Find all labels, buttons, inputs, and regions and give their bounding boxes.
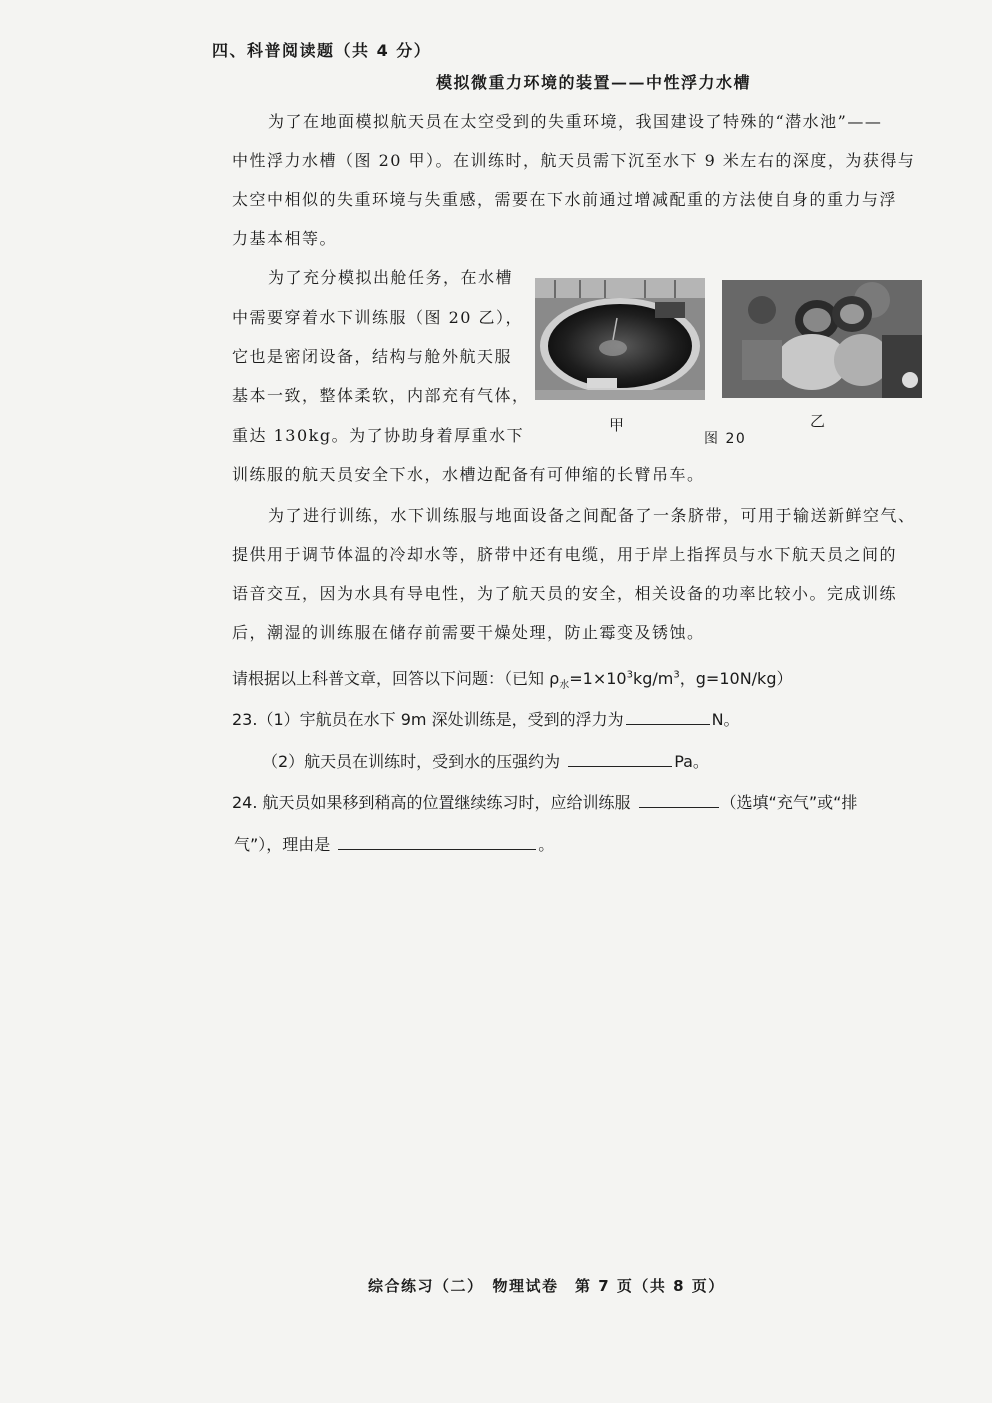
q24-text: 24. 航天员如果移到稍高的位置继续练习时，应给训练服 (232, 793, 631, 812)
q23-1-answer-blank[interactable] (626, 723, 710, 725)
q24-reason-text: 气”），理由是 (234, 835, 331, 854)
question-24-line-2 (234, 832, 554, 855)
q24-period: 。 (538, 835, 555, 854)
paragraph-2-line-3: 它也是密闭设备，结构与舱外航天服 (232, 347, 513, 366)
question-23-part-1 (232, 707, 740, 730)
q23-2-unit: Pa。 (674, 752, 709, 771)
prompt-rest: =1×10 (569, 669, 627, 688)
page-footer: 综合练习（二） 物理试卷 第 7 页（共 8 页） (368, 1277, 725, 1295)
figure-label-b: 乙 (810, 412, 827, 430)
paragraph-1-line-1: 为了在地面模拟航天员在太空受到的失重环境，我国建设了特殊的“潜水池”—— (268, 112, 883, 131)
prompt-gravity: ，g=10N/kg） (679, 669, 793, 688)
article-title: 模拟微重力环境的装置——中性浮力水槽 (436, 73, 752, 92)
photo-underwater-suit (722, 280, 922, 398)
question-prompt (232, 666, 792, 691)
q23-2-answer-blank[interactable] (568, 765, 672, 767)
paragraph-3-line-2: 提供用于调节体温的冷却水等，脐带中还有电缆，用于岸上指挥员与水下航天员之间的 (232, 545, 898, 564)
paragraph-3-line-3: 语音交互，因为水具有导电性，为了航天员的安全，相关设备的功率比较小。完成训练 (232, 584, 898, 603)
paragraph-2-line-1: 为了充分模拟出舱任务，在水槽 (268, 268, 514, 287)
figure-label-a: 甲 (609, 416, 626, 434)
prompt-unit-superscript: 3 (673, 669, 680, 681)
question-23-part-2 (262, 749, 709, 772)
paragraph-2-line-6: 训练服的航天员安全下水，水槽边配备有可伸缩的长臂吊车。 (232, 465, 705, 484)
prompt-unit: kg/m (632, 669, 674, 688)
paragraph-2-line-5: 重达 130kg。为了协助身着厚重水下 (232, 426, 525, 445)
paragraph-3-line-4: 后，潮湿的训练服在储存前需要干燥处理，防止霉变及锈蚀。 (232, 623, 705, 642)
paragraph-3-line-1: 为了进行训练，水下训练服与地面设备之间配备了一条脐带，可用于输送新鲜空气、 (268, 506, 916, 525)
q24-choice-blank[interactable] (639, 806, 719, 808)
figure-caption: 图 20 (704, 431, 747, 447)
q24-instruction: （选填“充气”或“排 (720, 793, 858, 812)
paragraph-2-line-2: 中需要穿着水下训练服（图 20 乙）， (232, 308, 524, 327)
section-heading: 四、科普阅读题（共 4 分） (212, 41, 432, 60)
paragraph-1-line-3: 太空中相似的失重环境与失重感，需要在下水前通过增减配重的方法使自身的重力与浮 (232, 190, 898, 209)
q24-reason-blank[interactable] (338, 848, 536, 850)
prompt-subscript: 水 (559, 680, 570, 692)
q23-1-unit: N。 (711, 710, 740, 729)
paragraph-1-line-2: 中性浮力水槽（图 20 甲）。在训练时，航天员需下沉至水下 9 米左右的深度，为获得与 (232, 151, 916, 170)
prompt-text: 请根据以上科普文章，回答以下问题：（已知 ρ (232, 669, 560, 688)
prompt-superscript: 3 (626, 669, 633, 681)
paragraph-2-line-4: 基本一致，整体柔软，内部充有气体， (232, 386, 530, 405)
question-24-line-1 (232, 790, 857, 813)
paragraph-1-line-4: 力基本相等。 (232, 229, 338, 248)
photo-buoyancy-tank (535, 278, 705, 400)
q23-1-text: 23.（1）宇航员在水下 9m 深处训练是，受到的浮力为 (232, 710, 624, 729)
q23-2-text: （2）航天员在训练时，受到水的压强约为 (262, 752, 561, 771)
